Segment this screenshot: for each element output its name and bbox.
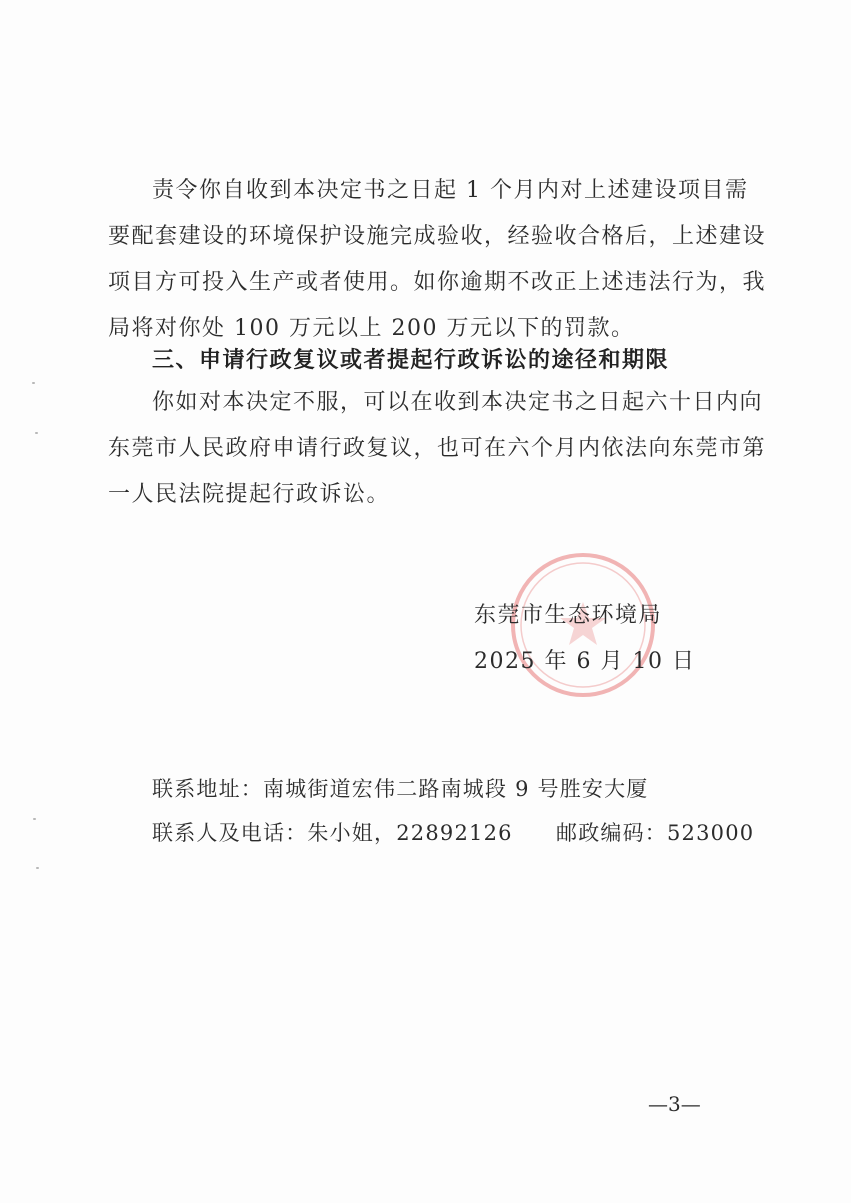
paragraph-line: 局将对你处 100 万元以上 200 万元以下的罚款。 xyxy=(108,316,635,341)
scan-speck xyxy=(36,867,39,869)
appeal-paragraph xyxy=(108,380,767,518)
contact-person-phone: 联系人及电话：朱小姐，22892126 xyxy=(152,821,513,845)
paragraph-line: 责令你自收到本决定书之日起 1 个月内对上述建设项目需 xyxy=(152,178,749,203)
scan-speck xyxy=(35,432,38,434)
paragraph-line: 你如对本决定不服，可以在收到本决定书之日起六十日内向 xyxy=(152,390,764,415)
scan-speck xyxy=(33,818,36,820)
contact-address: 联系地址：南城街道宏伟二路南城段 9 号胜安大厦 xyxy=(152,777,649,801)
issuing-agency: 东莞市生态环境局 xyxy=(474,603,663,628)
scan-speck xyxy=(32,382,35,384)
section-heading: 三、申请行政复议或者提起行政诉讼的途径和期限 xyxy=(152,348,670,373)
page-number: —3— xyxy=(648,1092,701,1116)
paragraph-line: 一人民法院提起行政诉讼。 xyxy=(108,482,391,507)
paragraph-line: 要配套建设的环境保护设施完成验收，经验收合格后，上述建设 xyxy=(108,224,767,249)
issue-date: 2025 年 6 月 10 日 xyxy=(474,649,696,674)
paragraph-line: 项目方可投入生产或者使用。如你逾期不改正上述违法行为，我 xyxy=(108,270,767,295)
order-paragraph xyxy=(108,168,767,352)
paragraph-line: 东莞市人民政府申请行政复议，也可在六个月内依法向东莞市第 xyxy=(108,436,767,461)
contact-postal-code: 邮政编码：523000 xyxy=(556,821,755,845)
